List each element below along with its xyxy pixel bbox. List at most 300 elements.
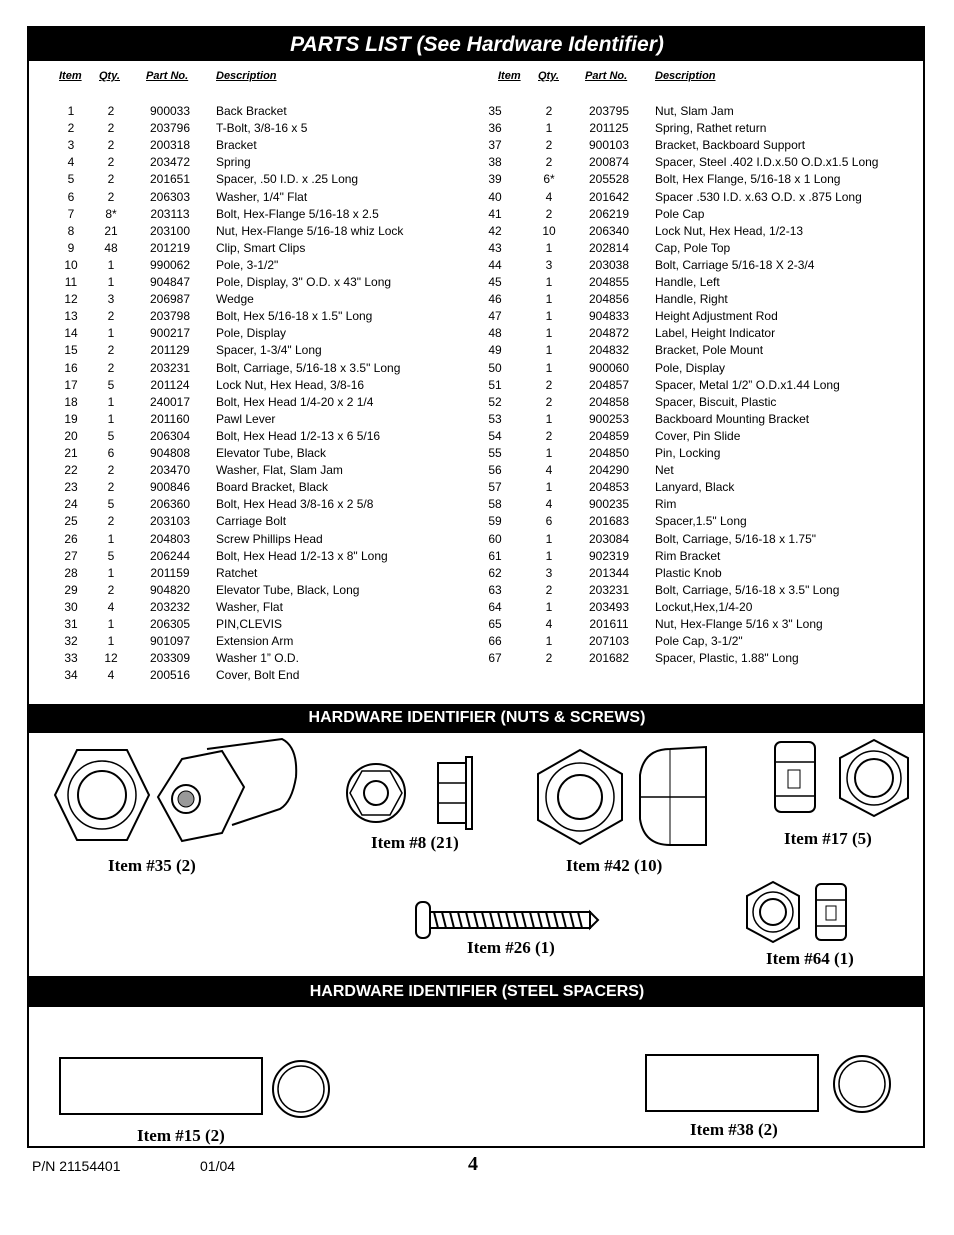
label-item8: Item #8 (21) [371,833,459,852]
item-number: 14 [64,326,78,341]
table-row [0,479,954,496]
part-number: 204803 [149,531,191,546]
description: Spacer, Biscuit, Plastic [655,394,777,409]
table-row [0,428,954,445]
quantity: 1 [107,326,115,341]
item-number: 52 [488,394,502,409]
quantity: 1 [545,360,553,375]
quantity: 5 [107,428,115,443]
quantity: 1 [107,257,115,272]
part-number: 203493 [588,599,630,614]
part-number: 200516 [149,668,191,683]
quantity: 1 [545,240,553,255]
item-number: 45 [488,275,502,289]
quantity: 2 [545,377,553,392]
part-number: 206303 [149,189,191,204]
item-number: 5 [67,172,75,187]
quantity: 2 [107,121,115,136]
header-part-left: Part No. [146,70,189,82]
table-row [0,223,954,240]
quantity: 1 [545,121,553,136]
lock-nut-front-icon [536,748,624,846]
flange-nut-front-icon [346,755,406,831]
table-row [0,513,954,530]
part-number: 900235 [588,497,630,512]
description: Clip, Smart Clips [216,240,306,255]
quantity: 3 [107,292,115,307]
part-number: 203470 [149,463,191,478]
header-item-right: Item [498,70,521,82]
part-number: 201344 [588,565,630,580]
page-title: PARTS LIST (See Hardware Identifier) [29,28,925,61]
header-qty-right: Qty. [538,70,559,82]
part-number: 203038 [588,257,630,272]
item-number: 60 [488,531,502,546]
table-row [0,411,954,428]
part-number: 203231 [149,360,191,375]
quantity: 2 [107,360,115,375]
divider [29,731,925,733]
quantity: 1 [545,548,553,563]
table-row [0,667,954,684]
description: PIN,CLEVIS [216,617,283,631]
description: Bracket, Pole Mount [655,343,764,358]
quantity: 2 [107,138,115,153]
description: Rim [655,497,677,512]
footer-date: 01/04 [200,1158,236,1174]
table-row [0,582,954,599]
table-row [0,394,954,411]
table-row [0,291,954,308]
table-row [0,206,954,223]
part-number: 204853 [588,480,630,495]
item-number: 43 [488,240,502,255]
label-item42: Item #42 (10) [566,856,663,875]
description: Lanyard, Black [655,480,735,495]
part-number: 204855 [588,275,630,289]
description: Bolt, Hex 5/16-18 x 1.5" Long [216,309,373,324]
item-number: 57 [488,480,502,495]
item-number: 37 [488,138,502,153]
item-number: 18 [64,394,78,409]
phillips-screw-icon [414,900,600,940]
item-number: 32 [64,634,78,649]
description: Bolt, Hex Flange, 5/16-18 x 1 Long [655,172,841,187]
description: Bolt, Carriage, 5/16-18 x 3.5" Long [655,582,840,597]
part-number: 904833 [588,309,630,324]
header-part-right: Part No. [585,70,628,82]
item-number: 21 [64,446,78,460]
item-number: 41 [488,206,502,221]
item-number: 17 [64,377,78,392]
item-number: 46 [488,292,502,307]
footer-part-number: P/N 21154401 [32,1158,121,1174]
item-number: 4 [67,155,75,170]
item-number: 8 [67,223,75,238]
part-number: 203103 [149,514,191,529]
part-number: 204859 [588,428,630,443]
item-number: 6 [67,189,75,204]
description: Pole Cap, 3-1/2" [655,634,743,649]
quantity: 1 [107,411,115,426]
description: Washer, Flat [216,599,283,614]
item-number: 13 [64,309,78,324]
label-item64: Item #64 (1) [766,949,854,968]
description: Screw Phillips Head [216,531,323,546]
part-number: 203798 [149,309,191,324]
description: Spacer,1.5" Long [655,514,747,529]
header-qty-left: Qty. [99,70,120,82]
description: Lock Nut, Hex Head, 1/2-13 [655,223,804,238]
nut-item35-front-icon [52,748,152,843]
part-number: 203309 [149,651,191,666]
table-row [0,616,954,633]
quantity: 2 [545,651,553,666]
item-number: 67 [488,651,502,666]
part-number: 207103 [588,634,630,649]
item-number: 34 [64,668,78,683]
table-row [0,377,954,394]
section-title-nuts-screws: HARDWARE IDENTIFIER (NUTS & SCREWS) [29,704,925,731]
table-row [0,325,954,342]
quantity: 2 [107,189,115,204]
part-number: 901097 [149,634,191,649]
quantity: 3 [545,565,553,580]
description: Handle, Right [655,292,728,307]
part-number: 201219 [149,240,191,255]
description: Pawl Lever [216,411,276,426]
header-desc-right: Description [655,70,716,82]
table-row [0,565,954,582]
table-row [0,137,954,154]
part-number: 206987 [149,292,191,307]
quantity: 1 [545,326,553,341]
quantity: 1 [107,531,115,546]
description: Elevator Tube, Black, Long [216,582,360,597]
description: Bolt, Hex Head 1/4-20 x 2 1/4 [216,394,374,409]
part-number: 900103 [588,138,630,153]
description: Handle, Left [655,275,720,289]
part-number: 902319 [588,548,630,563]
quantity: 2 [545,428,553,443]
spacer-item38-side-icon [644,1053,820,1113]
description: Bracket, Backboard Support [655,138,806,153]
hex-nut-small-side-icon [812,880,850,944]
part-number: 904808 [149,446,191,460]
description: Wedge [216,292,254,307]
description: Bracket [216,138,257,153]
description: Plastic Knob [655,565,722,580]
table-row [0,531,954,548]
description: Bolt, Hex-Flange 5/16-18 x 2.5 [216,206,379,221]
description: Pole, Display [655,360,726,375]
item-number: 1 [67,104,75,118]
spacer-item15-side-icon [58,1056,264,1116]
quantity: 6 [107,446,115,460]
table-row [0,120,954,137]
quantity: 1 [107,275,115,289]
description: Back Bracket [216,104,287,118]
quantity: 2 [107,582,115,597]
part-number: 205528 [588,172,630,187]
item-number: 47 [488,309,502,324]
description: Spacer, 1-3/4" Long [216,343,322,358]
item-number: 15 [64,343,78,358]
description: Washer, Flat, Slam Jam [216,463,343,478]
description: Elevator Tube, Black [216,446,327,460]
item-number: 26 [64,531,78,546]
description: Board Bracket, Black [216,480,329,495]
description: Pole, Display [216,326,287,341]
description: Bolt, Carriage, 5/16-18 x 1.75" [655,531,817,546]
table-row [0,274,954,291]
quantity: 2 [107,514,115,529]
description: Bolt, Hex Head 3/8-16 x 2 5/8 [216,497,374,512]
item-number: 12 [64,292,78,307]
quantity: 1 [545,411,553,426]
description: Spring, Rathet return [655,121,767,136]
part-number: 206305 [149,617,191,631]
description: Pole, Display, 3" O.D. x 43" Long [216,275,392,289]
item-number: 55 [488,446,502,460]
description: Bolt, Carriage, 5/16-18 x 3.5" Long [216,360,401,375]
part-number: 206219 [588,206,630,221]
part-number: 201124 [150,377,190,392]
part-number: 203231 [588,582,630,597]
quantity: 1 [545,309,553,324]
quantity: 21 [104,223,118,238]
item-number: 27 [64,548,78,563]
item-number: 50 [488,360,502,375]
description: Spacer, .50 I.D. x .25 Long [216,172,359,187]
quantity: 5 [107,497,115,512]
item-number: 28 [64,565,78,580]
description: Pole Cap [655,206,705,221]
description: Nut, Hex-Flange 5/16-18 whiz Lock [216,223,404,238]
table-row [0,548,954,565]
quantity: 1 [107,565,115,580]
part-number: 240017 [149,394,191,409]
description: Spring [216,155,251,170]
item-number: 7 [67,206,75,221]
table-row [0,650,954,667]
part-number: 204872 [588,326,630,341]
divider [29,1005,925,1007]
item-number: 9 [67,240,75,255]
item-number: 30 [64,599,78,614]
part-number: 904847 [149,275,191,289]
part-number: 206340 [588,223,630,238]
item-number: 38 [488,155,502,170]
quantity: 10 [542,223,556,238]
description: Spacer, Steel .402 I.D.x.50 O.D.x1.5 Long [655,155,879,170]
part-number: 201125 [589,121,629,136]
quantity: 2 [107,309,115,324]
item-number: 23 [64,480,78,495]
quantity: 8* [105,206,117,221]
part-number: 203795 [588,104,630,118]
header-desc-left: Description [216,70,277,82]
item-number: 59 [488,514,502,529]
part-number: 202814 [588,240,630,255]
item-number: 33 [64,651,78,666]
part-number: 203100 [149,223,191,238]
part-number: 206360 [149,497,191,512]
description: Label, Height Indicator [655,326,776,341]
description: Spacer, Metal 1/2” O.D.x1.44 Long [655,377,840,392]
lock-nut-small-side-icon [771,738,819,816]
part-number: 201683 [588,514,630,529]
part-number: 204850 [588,446,630,460]
quantity: 2 [545,104,553,118]
lock-nut-side-icon [636,745,710,849]
quantity: 6 [545,514,553,529]
description: Backboard Mounting Bracket [655,411,810,426]
quantity: 2 [545,206,553,221]
table-row [0,308,954,325]
part-number: 900060 [588,360,630,375]
hex-nut-small-front-icon [745,880,801,944]
item-number: 66 [488,634,502,649]
description: Spacer .530 I.D. x.63 O.D. x .875 Long [655,189,862,204]
item-number: 48 [488,326,502,341]
quantity: 48 [104,240,118,255]
item-number: 19 [64,411,78,426]
part-number: 203472 [149,155,191,170]
quantity: 5 [107,548,115,563]
item-number: 54 [488,428,502,443]
description: Lockut,Hex,1/4-20 [655,599,753,614]
item-number: 42 [488,223,502,238]
quantity: 1 [545,275,553,289]
item-number: 65 [488,617,502,631]
table-row [0,342,954,359]
table-row [0,633,954,650]
part-number: 201129 [150,343,190,358]
part-number: 201682 [588,651,630,666]
quantity: 1 [545,531,553,546]
label-item35: Item #35 (2) [108,856,196,875]
quantity: 2 [107,155,115,170]
part-number: 204832 [588,343,630,358]
item-number: 11 [64,275,78,289]
part-number: 201651 [149,172,191,187]
quantity: 1 [545,480,553,495]
item-number: 49 [488,343,502,358]
quantity: 2 [545,394,553,409]
table-row [0,599,954,616]
table-row [0,154,954,171]
quantity: 1 [545,343,553,358]
table-row [0,240,954,257]
description: Nut, Hex-Flange 5/16 x 3" Long [655,617,823,631]
table-row [0,462,954,479]
part-number: 201159 [150,565,190,580]
item-number: 35 [488,104,502,118]
label-item15: Item #15 (2) [137,1126,225,1145]
item-number: 3 [67,138,75,153]
quantity: 1 [545,292,553,307]
description: T-Bolt, 3/8-16 x 5 [216,121,308,136]
part-number: 204290 [588,463,630,478]
part-number: 201611 [589,617,629,631]
item-number: 29 [64,582,78,597]
quantity: 4 [107,599,115,614]
spacer-item38-end-icon [831,1053,893,1115]
part-number: 203084 [588,531,630,546]
quantity: 1 [545,446,553,460]
quantity: 4 [545,497,553,512]
slam-jam-nut-icon [152,737,298,845]
description: Cover, Pin Slide [655,428,741,443]
description: Washer, 1/4" Flat [216,189,308,204]
header-item-left: Item [59,70,82,82]
description: Nut, Slam Jam [655,104,734,118]
quantity: 4 [545,189,553,204]
part-number: 203113 [150,206,190,221]
quantity: 6* [543,172,555,187]
item-number: 56 [488,463,502,478]
item-number: 31 [64,617,78,631]
table-row [0,103,954,120]
description: Ratchet [216,565,258,580]
quantity: 4 [545,463,553,478]
part-number: 204857 [588,377,630,392]
page-number: 4 [468,1153,478,1175]
lock-nut-small-front-icon [838,738,910,818]
description: Bolt, Hex Head 1/2-13 x 6 5/16 [216,428,381,443]
quantity: 2 [107,480,115,495]
part-number: 900217 [149,326,191,341]
item-number: 25 [64,514,78,529]
label-item26: Item #26 (1) [467,938,555,957]
table-row [0,257,954,274]
description: Cap, Pole Top [655,240,731,255]
description: Rim Bracket [655,548,721,563]
part-number: 206244 [149,548,191,563]
item-number: 10 [64,257,78,272]
part-number: 900253 [588,411,630,426]
description: Washer 1” O.D. [216,651,299,666]
quantity: 2 [545,155,553,170]
description: Carriage Bolt [216,514,287,529]
item-number: 40 [488,189,502,204]
part-number: 900033 [149,104,191,118]
label-item17: Item #17 (5) [784,829,872,848]
quantity: 12 [104,651,118,666]
label-item38: Item #38 (2) [690,1120,778,1139]
section-title-steel-spacers: HARDWARE IDENTIFIER (STEEL SPACERS) [29,978,925,1005]
description: Lock Nut, Hex Head, 3/8-16 [216,377,365,392]
part-number: 201160 [150,411,190,426]
part-number: 900846 [149,480,191,495]
item-number: 36 [488,121,502,136]
description: Pin, Locking [655,446,721,460]
table-row [0,445,954,462]
part-number: 904820 [149,582,191,597]
description: Pole, 3-1/2" [216,257,279,272]
item-number: 44 [488,257,502,272]
quantity: 1 [107,394,115,409]
part-number: 204858 [588,394,630,409]
part-number: 201642 [588,189,630,204]
item-number: 63 [488,582,502,597]
quantity: 1 [545,634,553,649]
table-row [0,189,954,206]
quantity: 5 [107,377,115,392]
item-number: 62 [488,565,502,580]
quantity: 1 [107,617,115,631]
